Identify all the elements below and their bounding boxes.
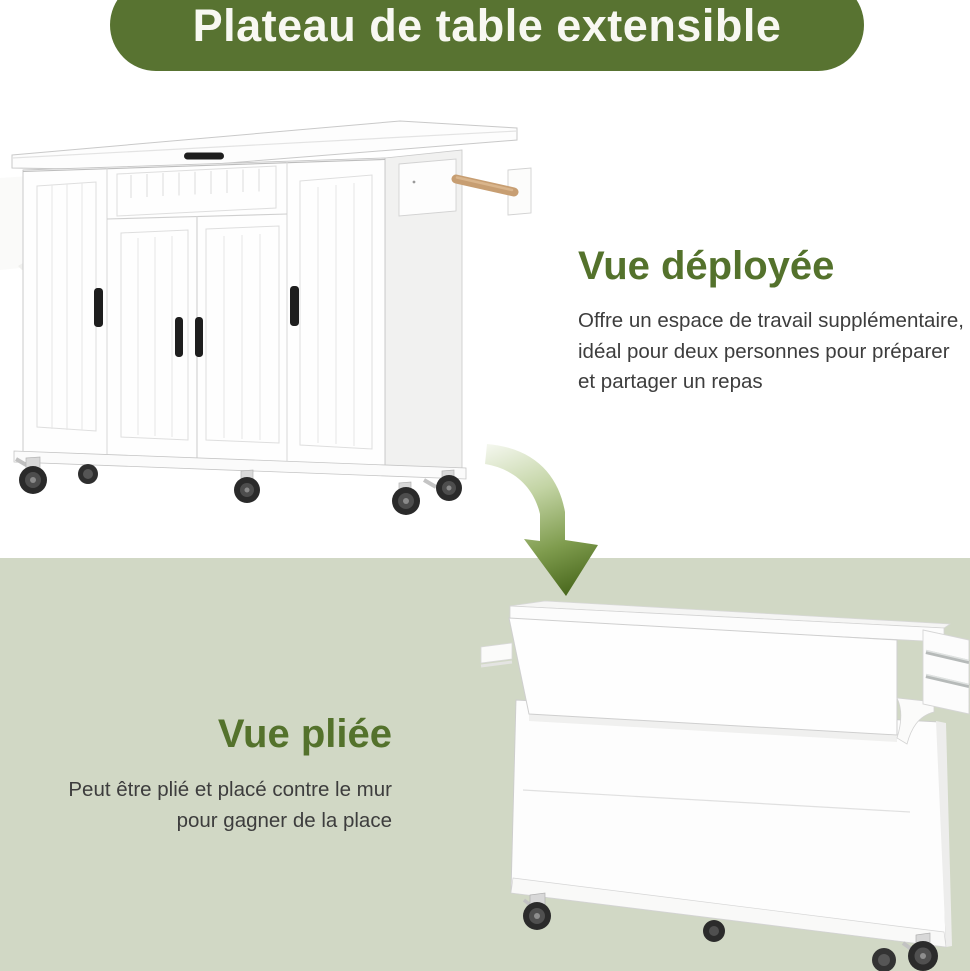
drawer-handle [184, 153, 224, 160]
banner-title: Plateau de table extensible [192, 0, 782, 51]
expanded-view-text-block [578, 244, 964, 398]
expanded-view-description-line: Offre un espace de travail supplémentaire, [578, 309, 964, 332]
expanded-cart-illustration [0, 95, 545, 555]
center-right-door-handle [195, 317, 203, 357]
title-banner [110, 0, 864, 71]
folded-cart-illustration [480, 580, 970, 971]
expanded-view-heading: Vue déployée [578, 244, 835, 288]
folded-view-description-line: pour gagner de la place [176, 809, 392, 832]
left-door-handle [94, 288, 103, 327]
center-left-door-handle [175, 317, 183, 357]
folded-view-text-block [68, 712, 392, 836]
expanded-view-description-line: et partager un repas [578, 370, 763, 393]
right-door-handle [290, 286, 299, 326]
expanded-view-description-line: idéal pour deux personnes pour préparer [578, 339, 950, 363]
folded-view-heading: Vue pliée [217, 712, 392, 756]
wooden-towel-bar [456, 179, 514, 192]
folded-view-description-line: Peut être plié et placé contre le mur [68, 778, 392, 801]
